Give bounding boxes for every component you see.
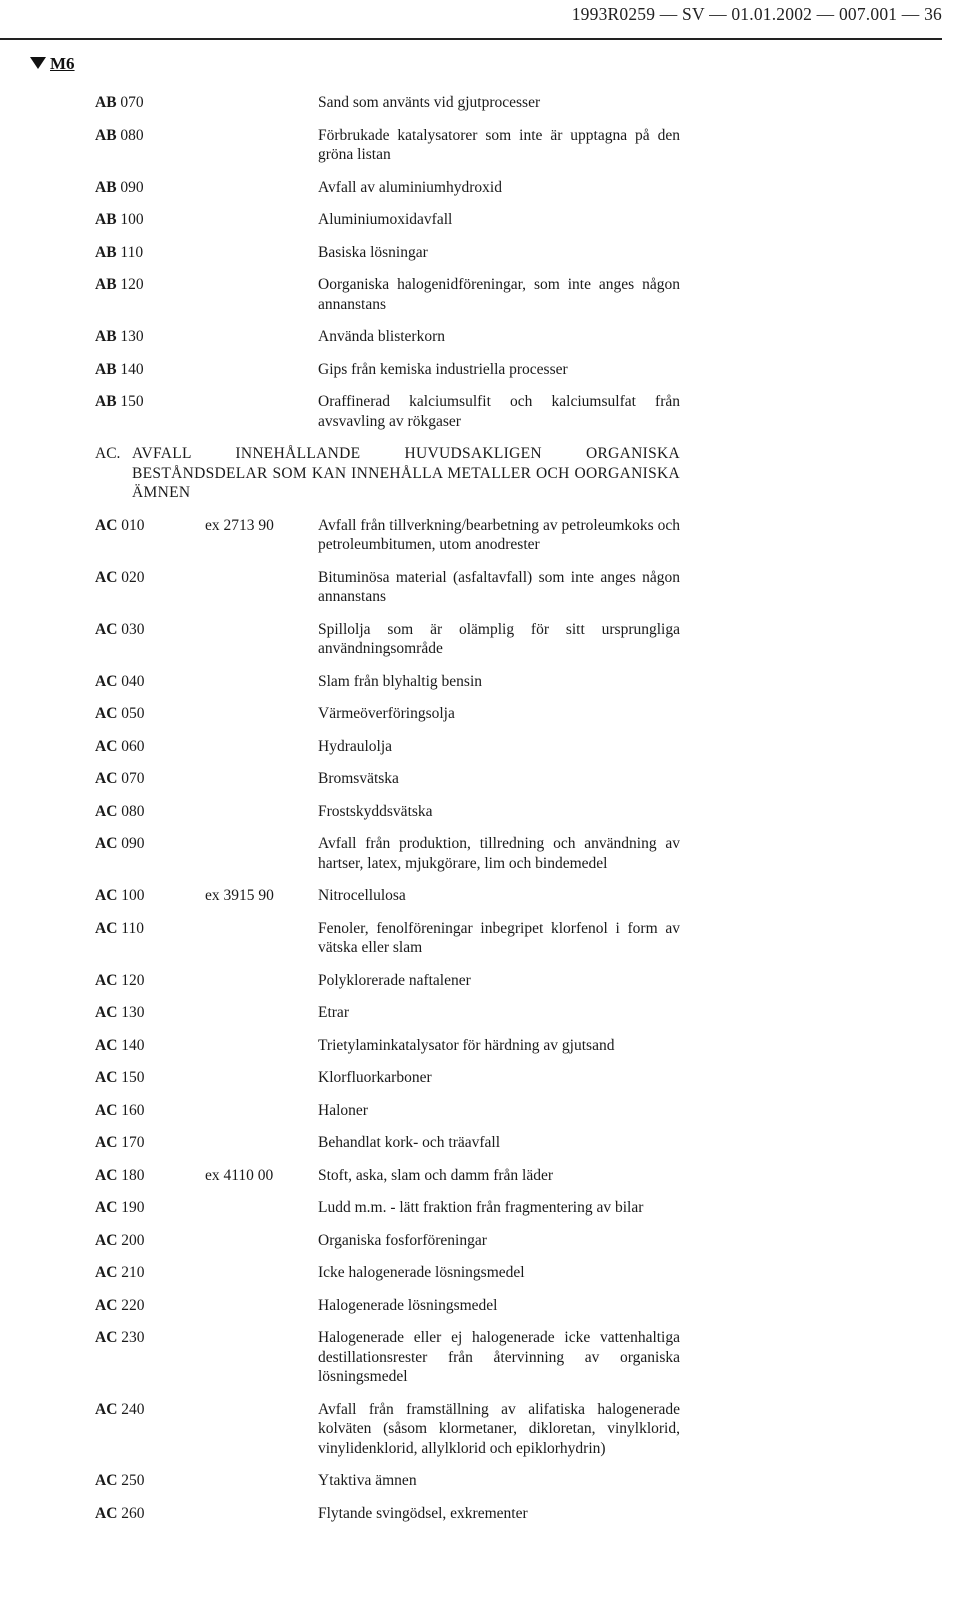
code-prefix: AB [95, 243, 117, 261]
code-prefix: AC [95, 737, 118, 755]
waste-description: Fenoler, fenolföreningar inbegripet klorfenol i form av vätska eller slam [318, 919, 680, 956]
code-prefix: AB [95, 178, 117, 196]
code-prefix: AC [95, 1264, 118, 1281]
list-item [95, 620, 680, 659]
waste-code [95, 1504, 205, 1524]
waste-code [95, 919, 205, 939]
waste-description: Icke halogenerade lösningsmedel [318, 1264, 525, 1281]
code-number: 130 [121, 1004, 145, 1021]
code-number: 080 [120, 126, 144, 144]
waste-code [95, 834, 205, 854]
code-number: 010 [121, 516, 145, 534]
waste-description: Behandlat kork- och träavfall [318, 1134, 501, 1151]
waste-description: Flytande svingödsel, exkrementer [318, 1504, 528, 1522]
list-item [95, 327, 680, 347]
waste-code [95, 275, 205, 295]
waste-description: Basiska lösningar [318, 243, 428, 261]
code-prefix: AC [95, 770, 118, 787]
code-prefix: AC [95, 1004, 118, 1021]
list-item [95, 178, 680, 198]
waste-code [95, 802, 205, 822]
waste-code [95, 1133, 205, 1153]
list-item [95, 360, 680, 380]
code-number: 120 [120, 276, 144, 293]
list-item [95, 704, 680, 724]
code-number: 220 [121, 1296, 145, 1314]
waste-code [95, 243, 205, 263]
code-prefix: AC [95, 1504, 118, 1522]
waste-code [95, 1328, 205, 1348]
amendment-marker [30, 54, 75, 74]
list-item [95, 769, 680, 789]
waste-description: Haloner [318, 1101, 368, 1119]
waste-description: Polyklorerade naftalener [318, 971, 471, 989]
list-item [95, 737, 680, 757]
code-prefix: AC [95, 1036, 118, 1054]
code-number: 020 [121, 568, 145, 586]
code-number: 040 [121, 672, 145, 690]
code-prefix: AB [95, 360, 117, 378]
waste-code [95, 1003, 205, 1023]
code-number: 200 [121, 1231, 145, 1249]
document-reference: 1993R0259 — SV — 01.01.2002 — 007.001 — 36 [571, 4, 942, 24]
list-item [95, 919, 680, 958]
waste-description: Oorganiska halogenidföreningar, som inte anges någon annanstans [318, 276, 680, 313]
waste-description: Bromsvätska [318, 770, 399, 787]
code-prefix: AB [95, 328, 117, 345]
list-item [95, 802, 680, 822]
list-item [95, 93, 680, 113]
waste-description: Ludd m.m. - lätt fraktion från fragmentering av bilar [318, 1199, 644, 1216]
tariff-reference: ex 2713 90 [205, 516, 274, 534]
waste-description: Spillolja som är olämplig för sitt ursprungliga användningsområde [318, 620, 680, 657]
code-prefix: AC [95, 802, 118, 820]
waste-code [95, 360, 205, 380]
waste-code [95, 672, 205, 692]
code-number: 050 [121, 705, 145, 722]
list-item [95, 1504, 680, 1524]
code-number: 030 [121, 620, 145, 638]
code-number: 190 [121, 1199, 145, 1216]
code-number: 160 [121, 1101, 145, 1119]
triangle-down-icon [30, 57, 46, 69]
waste-code [95, 1036, 205, 1056]
code-prefix: AC [95, 516, 118, 534]
ab-list [95, 93, 680, 431]
code-prefix: AC [95, 887, 118, 904]
code-prefix: AC [95, 1329, 118, 1346]
list-item [95, 834, 680, 873]
code-prefix: AC [95, 971, 118, 989]
waste-description: Organiska fosforföreningar [318, 1231, 487, 1249]
waste-description: Etrar [318, 1004, 349, 1021]
waste-description: Oraffinerad kalciumsulfit och kalciumsulfat från avsvavling av rökgaser [318, 393, 680, 430]
code-number: 150 [120, 393, 144, 410]
code-number: 240 [121, 1400, 145, 1418]
list-item [95, 275, 680, 314]
list-item [95, 1296, 680, 1316]
code-number: 090 [120, 178, 144, 196]
code-number: 110 [121, 919, 144, 937]
code-prefix: AC [95, 568, 118, 586]
waste-description: Förbrukade katalysatorer som inte är upptagna på den gröna listan [318, 126, 680, 163]
waste-description: Frostskyddsvätska [318, 802, 433, 820]
waste-description: Gips från kemiska industriella processer [318, 360, 568, 378]
code-number: 230 [121, 1329, 145, 1346]
tariff-reference: ex 3915 90 [205, 887, 274, 904]
list-item [95, 1036, 680, 1056]
waste-code [95, 1101, 205, 1121]
waste-code [95, 516, 205, 536]
list-item [95, 568, 680, 607]
code-prefix: AC [95, 705, 118, 722]
list-item [95, 1068, 680, 1088]
waste-code [95, 737, 205, 757]
section-title: AVFALL INNEHÅLLANDE HUVUDSAKLIGEN ORGANISKA BESTÅNDSDELAR SOM KAN INNEHÅLLA METALLER OCH OORGANISKA ÄMNEN [132, 445, 680, 501]
list-item [95, 516, 680, 555]
code-number: 250 [121, 1472, 145, 1489]
waste-code [95, 93, 205, 113]
code-prefix: AC [95, 1472, 118, 1489]
code-prefix: AC [95, 1101, 118, 1119]
waste-description: Värmeöverföringsolja [318, 705, 455, 722]
code-number: 100 [120, 211, 144, 228]
code-number: 130 [120, 328, 144, 345]
code-number: 060 [121, 737, 145, 755]
code-prefix: AC [95, 1134, 118, 1151]
code-number: 090 [121, 835, 145, 852]
waste-description: Halogenerade eller ej halogenerade icke vattenhaltiga destillationsrester från återvinning av organiska lösningsmedel [318, 1329, 680, 1385]
waste-code [95, 327, 205, 347]
waste-description: Avfall från framställning av alifatiska halogenerade kolväten (såsom klormetaner, dikloretan, vinylklorid, vinylidenklorid, allylklorid och epiklorhydrin) [318, 1400, 680, 1457]
waste-code [95, 971, 205, 991]
list-item [95, 1133, 680, 1153]
code-number: 070 [121, 770, 145, 787]
code-prefix: AC [95, 1199, 118, 1216]
code-number: 080 [121, 802, 145, 820]
code-prefix: AC [95, 1400, 118, 1418]
waste-code [95, 1471, 205, 1491]
code-number: 140 [121, 1036, 145, 1054]
waste-description: Trietylaminkatalysator för härdning av gjutsand [318, 1036, 615, 1054]
code-number: 210 [121, 1264, 145, 1281]
code-prefix: AC [95, 1296, 118, 1314]
waste-description: Stoft, aska, slam och damm från läder [318, 1166, 554, 1184]
waste-code [95, 1068, 205, 1088]
waste-description: Ytaktiva ämnen [318, 1472, 417, 1489]
waste-description: Sand som använts vid gjutprocesser [318, 94, 541, 111]
code-prefix: AC [95, 919, 118, 937]
waste-code [95, 1296, 205, 1316]
waste-code [95, 1231, 205, 1251]
waste-description: Aluminiumoxidavfall [318, 211, 453, 228]
list-item [95, 971, 680, 991]
waste-code [95, 1198, 205, 1218]
list-item [95, 886, 680, 906]
code-number: 120 [121, 971, 145, 989]
list-item [95, 1471, 680, 1491]
waste-code [95, 704, 205, 724]
code-number: 110 [120, 243, 144, 261]
code-prefix: AC [95, 1231, 118, 1249]
list-item [95, 672, 680, 692]
list-item [95, 126, 680, 165]
section-code: AC. [95, 445, 121, 462]
list-item [95, 1198, 680, 1218]
waste-code [95, 126, 205, 146]
waste-description: Nitrocellulosa [318, 887, 406, 904]
code-prefix: AB [95, 276, 117, 293]
code-prefix: AB [95, 393, 117, 410]
waste-code [95, 886, 205, 906]
list-item [95, 1263, 680, 1283]
waste-description: Slam från blyhaltig bensin [318, 672, 483, 690]
code-number: 070 [120, 94, 144, 111]
waste-description: Hydraulolja [318, 737, 393, 755]
list-item [95, 1328, 680, 1387]
code-prefix: AC [95, 835, 118, 852]
waste-code [95, 568, 205, 588]
code-number: 260 [121, 1504, 145, 1522]
waste-code [95, 178, 205, 198]
amendment-label: M6 [50, 54, 75, 73]
waste-code [95, 1263, 205, 1283]
code-prefix: AC [95, 620, 118, 638]
code-number: 140 [120, 360, 144, 378]
code-number: 100 [121, 887, 145, 904]
document-header [0, 0, 942, 40]
code-prefix: AB [95, 126, 117, 144]
waste-description: Avfall från tillverkning/bearbetning av petroleumkoks och petroleumbitumen, utom anodrester [318, 516, 680, 553]
list-item [95, 1101, 680, 1121]
waste-code [95, 620, 205, 640]
waste-description: Bituminösa material (asfaltavfall) som inte anges någon annanstans [318, 568, 680, 605]
code-prefix: AC [95, 1166, 118, 1184]
tariff-reference: ex 4110 00 [205, 1166, 274, 1184]
list-item [95, 243, 680, 263]
list-item [95, 1231, 680, 1251]
section-heading-ac [95, 444, 680, 503]
code-number: 150 [121, 1069, 145, 1086]
list-item [95, 210, 680, 230]
waste-description: Använda blisterkorn [318, 328, 445, 345]
code-number: 180 [121, 1166, 145, 1184]
waste-code [95, 210, 205, 230]
list-item [95, 1400, 680, 1459]
list-item [95, 392, 680, 431]
waste-list [95, 93, 680, 1536]
code-number: 170 [121, 1134, 145, 1151]
waste-description: Avfall från produktion, tillredning och användning av hartser, latex, mjukgörare, lim och bindemedel [318, 835, 680, 872]
code-prefix: AB [95, 211, 117, 228]
waste-description: Halogenerade lösningsmedel [318, 1296, 498, 1314]
waste-code [95, 769, 205, 789]
waste-description: Klorfluorkarboner [318, 1069, 432, 1086]
code-prefix: AC [95, 1069, 118, 1086]
list-item [95, 1003, 680, 1023]
waste-description: Avfall av aluminiumhydroxid [318, 178, 502, 196]
code-prefix: AB [95, 94, 117, 111]
list-item [95, 1166, 680, 1186]
code-prefix: AC [95, 672, 118, 690]
ac-list [95, 516, 680, 1524]
waste-code [95, 1400, 205, 1420]
waste-code [95, 1166, 205, 1186]
waste-code [95, 392, 205, 412]
